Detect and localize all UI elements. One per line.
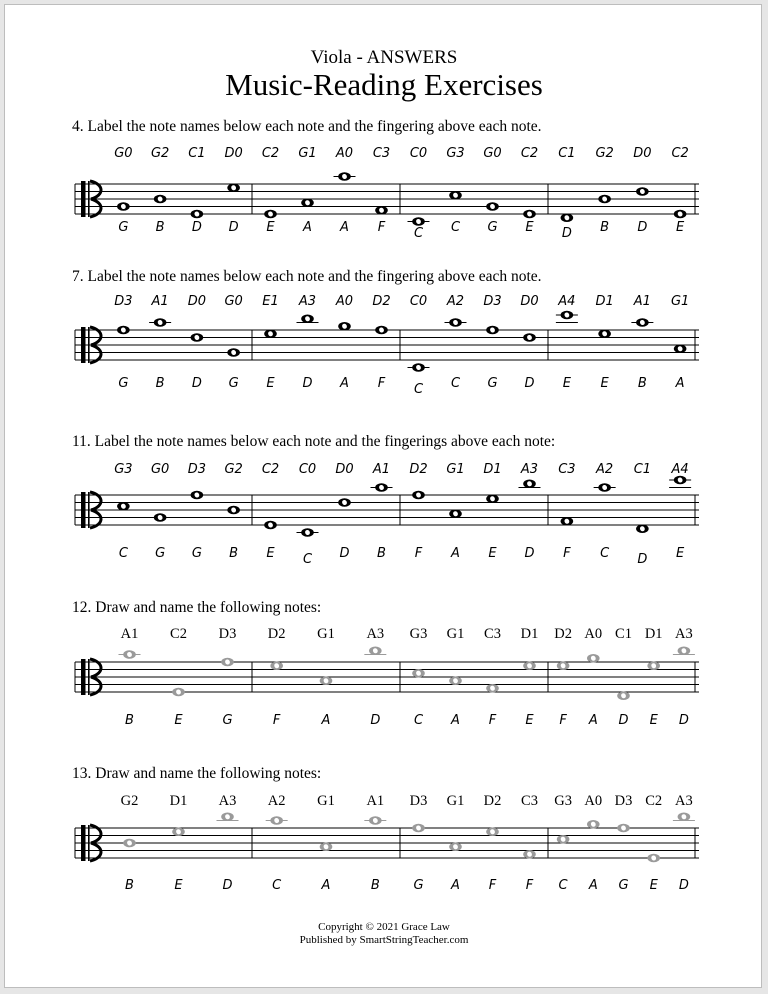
note-name-label: D	[618, 713, 629, 728]
note-name-label: A	[588, 713, 598, 728]
fingering-label: G1	[317, 793, 335, 809]
fingering-label: C3	[484, 626, 501, 642]
note-name-label: E	[266, 376, 275, 391]
note-name-label: E	[525, 713, 534, 728]
note-name-label: G	[487, 220, 498, 235]
note-name-label: A	[451, 713, 460, 728]
note-name-label: E	[562, 376, 571, 391]
note-name-label: E	[488, 546, 497, 561]
fingering-label: G2	[150, 146, 170, 161]
fingering-label: D2	[372, 294, 391, 309]
fingering-label: A3	[675, 626, 693, 642]
fingering-label: C2	[671, 146, 689, 161]
fingering-label: G0	[224, 294, 243, 309]
fingering-label: C2	[261, 462, 280, 477]
fingering-label: C0	[298, 462, 317, 477]
note-name-label: D	[561, 226, 572, 241]
fingering-label: G2	[120, 793, 139, 809]
fingering-label: A2	[596, 462, 614, 477]
fingering-label: D3	[114, 294, 133, 309]
note-name-label: A	[303, 220, 312, 235]
fingering-label: G3	[409, 626, 428, 642]
note-name-label: G	[222, 713, 233, 728]
fingering-label: G3	[114, 462, 133, 477]
fingering-label: G2	[224, 462, 243, 477]
fingering-label: A1	[372, 462, 391, 477]
note-name-label: B	[600, 220, 610, 235]
fingering-label: A0	[335, 294, 354, 309]
exercise-11-instruction: 11. Label the note names below each note and the fingerings above each note:	[72, 433, 556, 450]
fingering-label: A3	[366, 626, 385, 642]
note-name-label: A	[340, 220, 349, 235]
fingering-label: C3	[521, 793, 538, 809]
fingering-label: D2	[554, 626, 572, 642]
fingering-label: A0	[584, 626, 603, 642]
fingering-label: C2	[645, 793, 663, 809]
note-name-label: D	[222, 878, 233, 893]
fingering-label: A1	[633, 294, 651, 309]
note-name-label: C	[558, 878, 568, 893]
note-name-label: E	[676, 546, 685, 561]
note-name-label: D	[524, 546, 535, 561]
note-name-label: D	[191, 220, 202, 235]
note-name-label: G	[413, 878, 424, 893]
note-name-label: F	[525, 878, 534, 893]
fingering-label: G0	[483, 146, 502, 161]
fingering-label: G3	[554, 793, 572, 809]
note-name-label: F	[563, 546, 571, 561]
fingering-label: C2	[170, 626, 187, 642]
note-name-label: C	[450, 376, 461, 391]
fingering-label: C3	[558, 462, 576, 477]
fingering-label: A0	[584, 793, 603, 809]
fingering-label: A1	[366, 793, 385, 809]
note-name-label: C	[302, 552, 313, 567]
note-name-label: D	[228, 220, 239, 235]
note-name-label: E	[676, 220, 685, 235]
note-name-label: A	[340, 376, 349, 391]
clef-thick-bar	[81, 492, 86, 528]
copyright-line: Copyright © 2021 Grace Law	[318, 921, 450, 933]
fingering-label: A4	[558, 294, 576, 309]
fingering-label: A2	[267, 793, 286, 809]
note-name-label: C	[413, 713, 424, 728]
note-name-label: F	[377, 376, 386, 391]
note-name-label: A	[675, 376, 685, 391]
fingering-label: D2	[267, 626, 286, 642]
clef-thick-bar	[81, 327, 86, 363]
note-name-label: D	[339, 546, 350, 561]
fingering-label: D0	[187, 294, 207, 309]
note-name-label: A	[588, 878, 598, 893]
fingering-label: G1	[446, 462, 465, 477]
fingering-label: C1	[633, 462, 652, 477]
note-name-label: A	[321, 878, 331, 893]
fingering-label: A3	[298, 294, 317, 309]
fingering-label: G1	[446, 793, 465, 809]
exercise-12-instruction: 12. Draw and name the following notes:	[72, 599, 322, 616]
fingering-label: A3	[218, 793, 237, 809]
fingering-label: G3	[446, 146, 465, 161]
fingering-label: D3	[187, 462, 207, 477]
fingering-label: C0	[409, 146, 428, 161]
fingering-label: A1	[151, 294, 169, 309]
fingering-label: G1	[317, 626, 335, 642]
fingering-label: G2	[595, 146, 614, 161]
note-name-label: E	[525, 220, 534, 235]
page-subtitle: Viola - ANSWERS	[310, 47, 458, 68]
clef-thick-bar	[81, 181, 86, 217]
note-name-label: G	[228, 376, 239, 391]
note-name-label: F	[559, 713, 567, 728]
clef-thick-bar	[81, 825, 86, 861]
fingering-label: D3	[614, 793, 633, 809]
note-name-label: C	[118, 546, 128, 561]
note-name-label: D	[637, 552, 648, 567]
fingering-label: D0	[224, 146, 243, 161]
note-name-label: C	[272, 878, 282, 893]
fingering-label: C0	[409, 294, 428, 309]
note-name-label: G	[118, 376, 129, 391]
note-name-label: D	[678, 878, 689, 893]
note-name-label: C	[413, 382, 424, 397]
fingering-label: A2	[446, 294, 465, 309]
note-name-label: B	[155, 376, 165, 391]
note-name-label: A	[321, 713, 331, 728]
clef-thin-bar	[88, 181, 90, 217]
note-name-label: G	[191, 546, 202, 561]
fingering-label: C2	[520, 146, 539, 161]
fingering-label: D3	[409, 793, 428, 809]
note-name-label: D	[370, 713, 381, 728]
note-name-label: F	[377, 220, 386, 235]
fingering-label: C3	[372, 146, 391, 161]
note-name-label: F	[488, 878, 497, 893]
fingering-label: A3	[520, 462, 539, 477]
note-name-label: E	[174, 878, 183, 893]
exercise-7-instruction: 7. Label the note names below each note and the fingering above each note.	[72, 268, 542, 285]
fingering-label: C1	[615, 626, 632, 642]
note-name-label: G	[155, 546, 166, 561]
note-name-label: B	[155, 220, 165, 235]
fingering-label: D1	[520, 626, 539, 642]
fingering-label: D3	[218, 626, 237, 642]
note-name-label: G	[118, 220, 129, 235]
note-name-label: E	[649, 878, 658, 893]
clef-thick-bar	[81, 659, 86, 695]
note-name-label: B	[125, 713, 134, 728]
exercise-4-instruction: 4. Label the note names below each note and the fingering above each note.	[72, 118, 542, 135]
note-name-label: G	[618, 878, 629, 893]
note-name-label: E	[600, 376, 609, 391]
music-score	[5, 5, 763, 989]
note-name-label: D	[191, 376, 202, 391]
note-name-label: G	[487, 376, 498, 391]
fingering-label: G1	[298, 146, 317, 161]
fingering-label: D1	[595, 294, 614, 309]
note-name-label: E	[174, 713, 183, 728]
note-name-label: E	[266, 546, 275, 561]
clef-thin-bar	[88, 492, 90, 528]
note-name-label: E	[266, 220, 275, 235]
note-name-label: B	[637, 376, 647, 391]
worksheet-page	[4, 4, 762, 988]
fingering-label: G0	[150, 462, 170, 477]
clef-thin-bar	[88, 327, 90, 363]
fingering-label: A0	[335, 146, 354, 161]
fingering-label: D1	[483, 462, 502, 477]
clef-thin-bar	[88, 825, 90, 861]
note-name-label: A	[451, 546, 460, 561]
note-name-label: C	[413, 226, 424, 241]
page-title: Music-Reading Exercises	[225, 67, 543, 102]
note-name-label: B	[370, 878, 380, 893]
clef-thin-bar	[88, 659, 90, 695]
note-name-label: F	[414, 546, 423, 561]
fingering-label: C1	[188, 146, 206, 161]
note-name-label: A	[451, 878, 460, 893]
note-name-label: C	[600, 546, 610, 561]
fingering-label: G1	[670, 294, 690, 309]
fingering-label: G0	[114, 146, 133, 161]
fingering-label: C2	[261, 146, 280, 161]
fingering-label: C1	[558, 146, 576, 161]
note-name-label: D	[524, 376, 535, 391]
fingering-label: D0	[633, 146, 652, 161]
fingering-label: D2	[409, 462, 428, 477]
fingering-label: A4	[671, 462, 689, 477]
exercise-13-instruction: 13. Draw and name the following notes:	[72, 765, 322, 782]
fingering-label: D0	[335, 462, 354, 477]
publisher-line: Published by SmartStringTeacher.com	[299, 934, 469, 946]
note-name-label: F	[488, 713, 497, 728]
fingering-label: D1	[169, 793, 188, 809]
note-name-label: F	[272, 713, 281, 728]
note-name-label: B	[125, 878, 134, 893]
note-name-label: D	[637, 220, 648, 235]
fingering-label: A1	[120, 626, 139, 642]
fingering-label: A3	[675, 793, 693, 809]
fingering-label: G1	[446, 626, 465, 642]
fingering-label: D2	[483, 793, 502, 809]
fingering-label: D0	[520, 294, 539, 309]
note-name-label: D	[678, 713, 689, 728]
fingering-label: D1	[644, 626, 663, 642]
note-name-label: B	[229, 546, 239, 561]
note-name-label: C	[450, 220, 461, 235]
note-name-label: E	[649, 713, 658, 728]
fingering-label: D3	[483, 294, 502, 309]
note-name-label: B	[377, 546, 386, 561]
note-name-label: D	[302, 376, 313, 391]
fingering-label: E1	[262, 294, 279, 309]
